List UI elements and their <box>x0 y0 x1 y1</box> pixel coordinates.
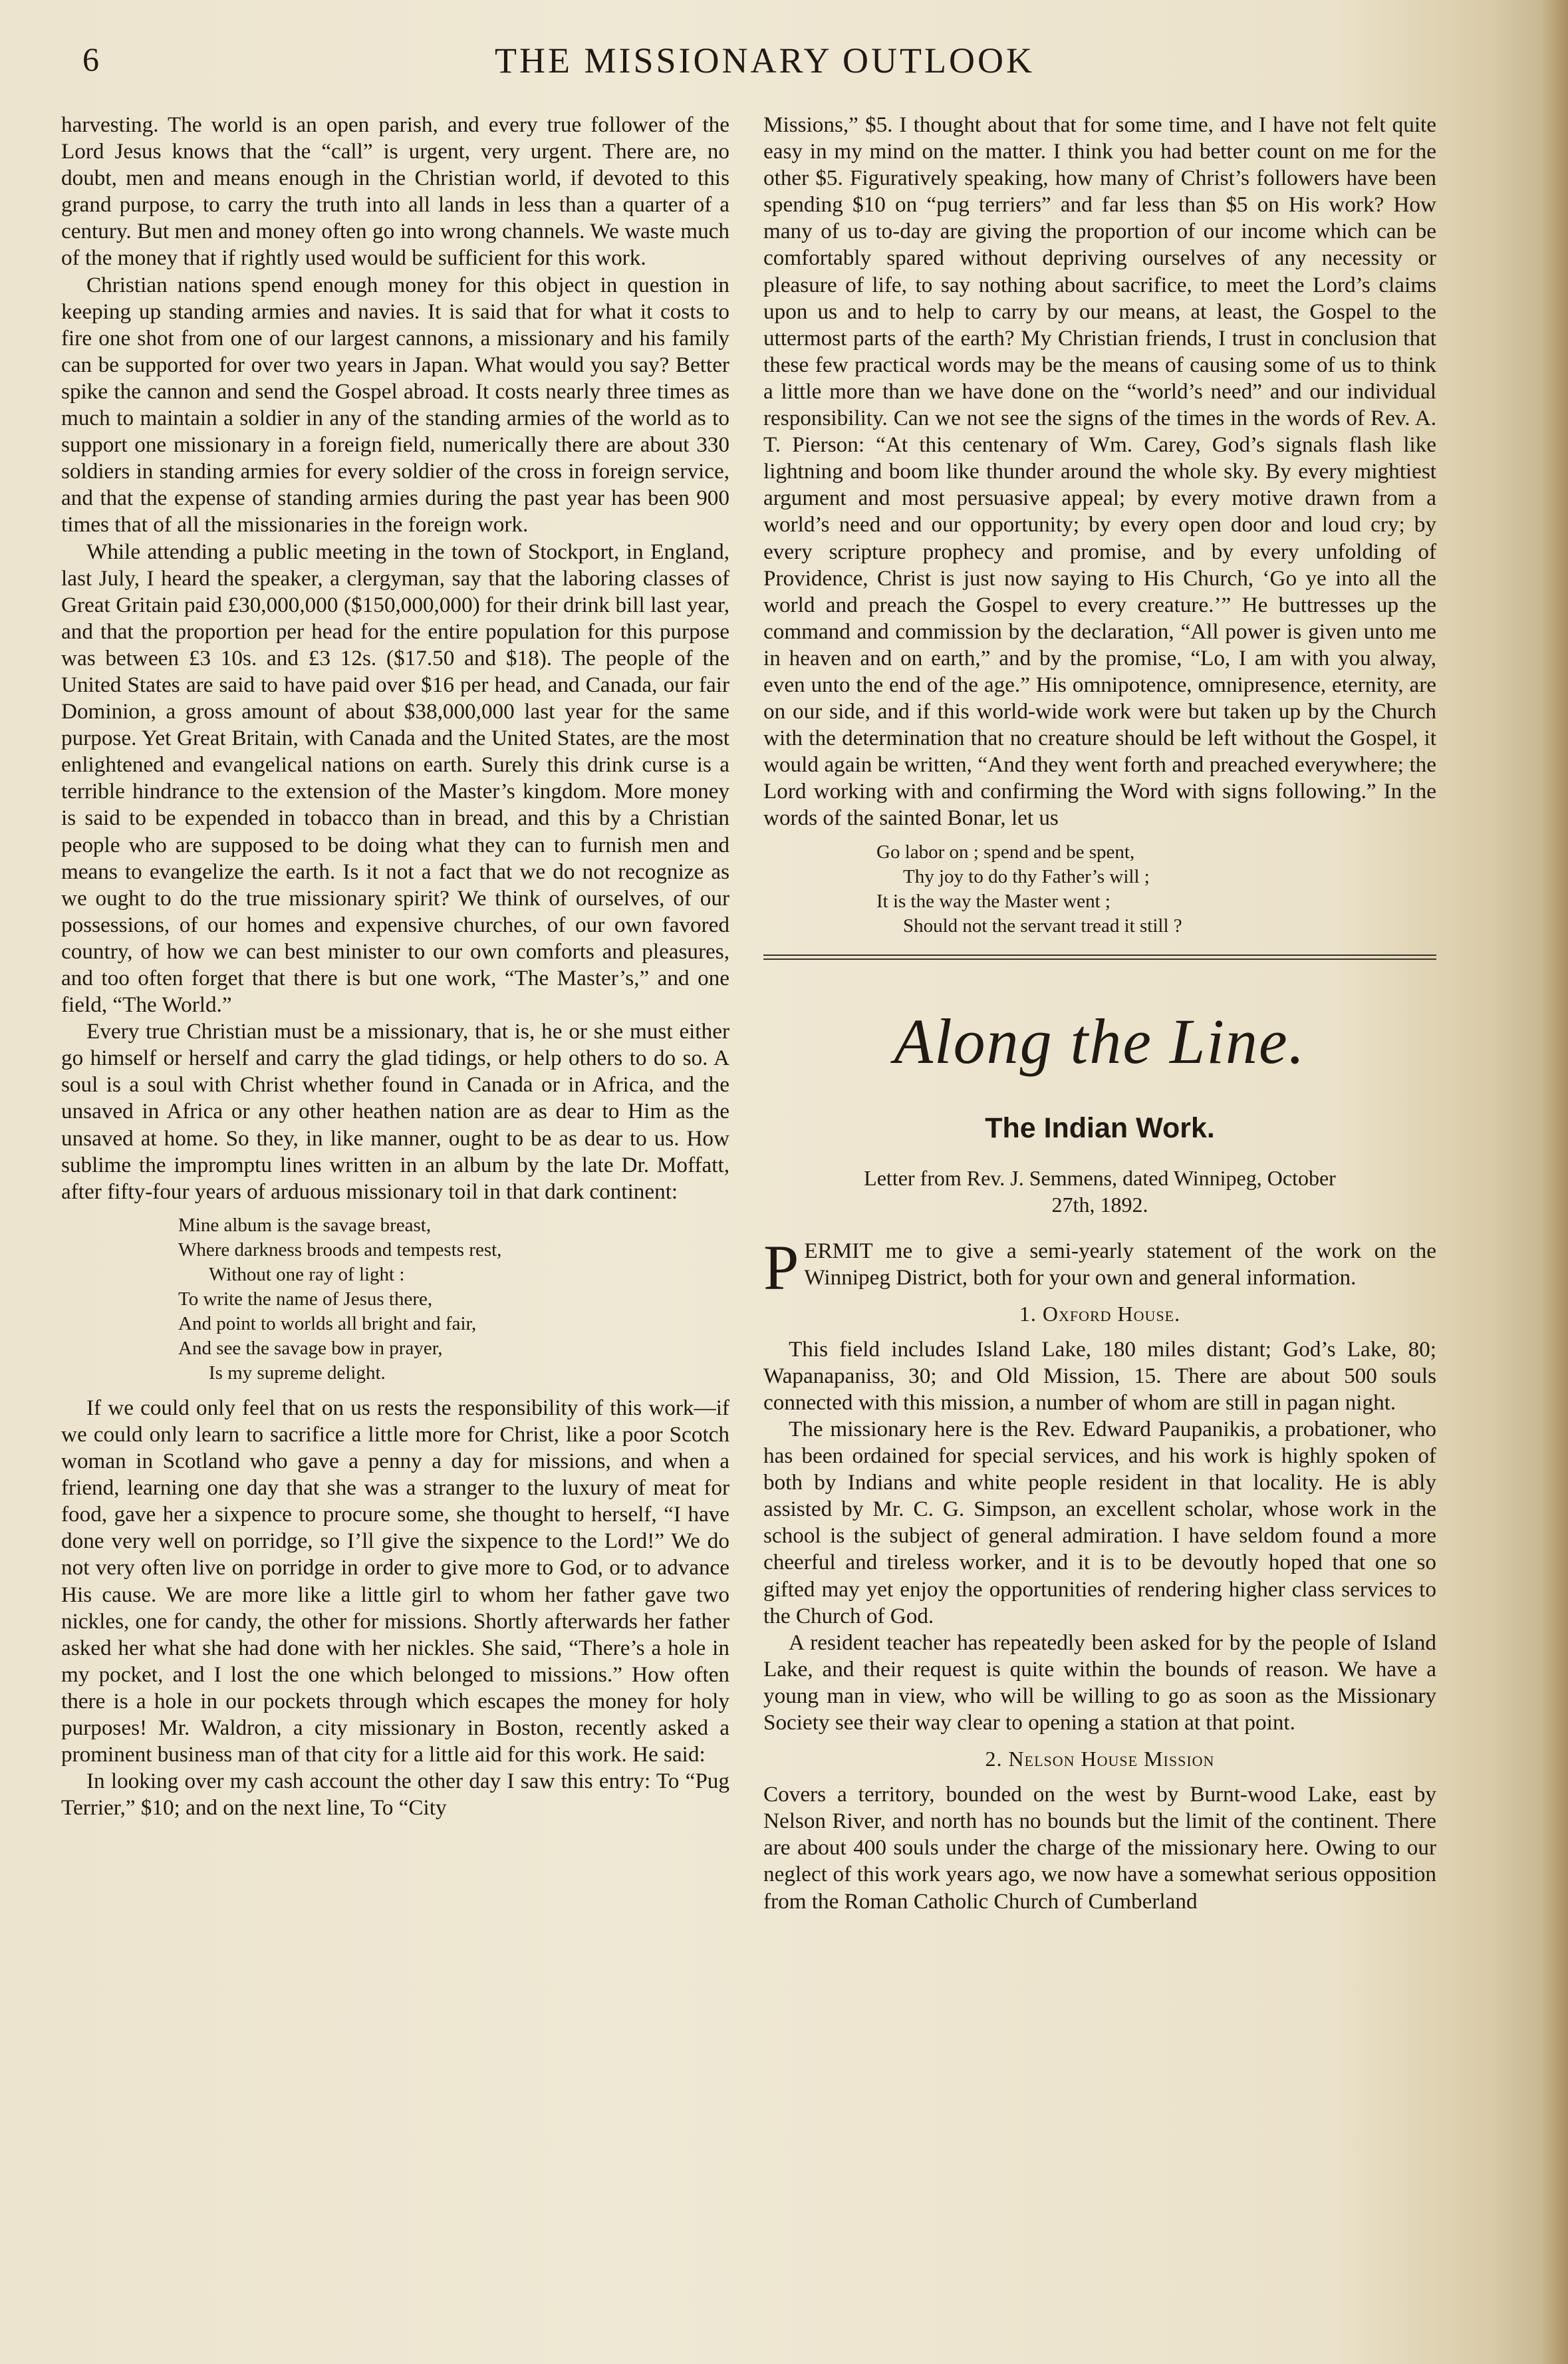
paragraph: If we could only feel that on us rests the responsibility of this work—if we could only learn to sacrifice a little more for Christ, like a poor Scotch woman in Scotland who gave a penny a day for missions, and when a friend, learning one day that she was a stranger to the luxury of meat for food, gave her a sixpence to procure some, she thought to herself, “I have done very well on porridge, so I’ll give the sixpence to the Lord!” We do not very often live on porridge in order to give more to God, or to advance His cause. We are more like a little girl to whom her father gave two nickles, one for candy, the other for missions. Shortly afterwards her father asked her what she had done with her nickles. She said, “There’s a hole in my pocket, and I lost the one which belonged to missions.” How often there is a hole in our pockets through which escapes the money for holy purposes! Mr. Waldron, a city missionary in Boston, recently asked a prominent business man of that city for a little aid for this work. He said: <box>61 1395 729 1767</box>
letter-byline-line: 27th, 1892. <box>1051 1192 1148 1217</box>
poem-line: Should not the servant tread it still ? <box>903 915 1182 937</box>
running-title: THE MISSIONARY OUTLOOK <box>495 41 1035 80</box>
poem-line: And point to worlds all bright and fair, <box>178 1312 477 1334</box>
letter-byline <box>763 1165 1436 1218</box>
bonar-poem <box>763 840 1436 939</box>
subsection-heading: 1. Oxford House. <box>1019 1301 1181 1326</box>
paragraph: While attending a public meeting in the town of Stockport, in England, last July, I heard the speaker, a clergyman, say that the laboring classes of Great Gritain paid £30,000,000 ($150,000,000) for their drink bill last year, and that the proportion per head for the entire population for this purpose was between £3 10s. and £3 12s. ($17.50 and $18). The people of the United States are said to have paid over $16 per head, and Canada, our fair Dominion, a gross amount of about $38,000,000 last year for the same purpose. Yet Great Britain, with Canada and the United States, are the most enlightened and evangelical nations on earth. Surely this drink curse is a terrible hindrance to the extension of the Master’s kingdom. More money is said to be expended in tobacco than in bread, and this by a Christian people who are supposed to be doing what they can to furnish men and means to evangelize the earth. Is it not a fact that we do not recognize as we ought to do the true missionary spirit? We think of ourselves, of our possessions, of our homes and expensive churches, of our own favored country, of how we can best minister to our own comforts and pleasures, and too often forget that there is but one work, “The Master’s,” and one field, “The World.” <box>61 539 729 1018</box>
poem-line: Mine album is the savage breast, <box>178 1214 432 1236</box>
paragraph: A resident teacher has repeatedly been asked for by the people of Island Lake, and their request is quite within the bounds of reason. We have a young man in view, who will be willing to go as soon as the Missionary Society see their way clear to opening a station at that point. <box>763 1630 1436 1735</box>
paragraph: The missionary here is the Rev. Edward Paupanikis, a probationer, who has been ordained for special services, and his work is highly spoken of both by Indians and white people resident in that locality. He is ably assisted by Mr. C. G. Simpson, an excellent scholar, whose work in the school is the subject of general admiration. I have seldom found a more cheerful and tireless worker, and it is to be devoutly hoped that one so gifted may yet enjoy the opportunities of rendering higher class services to the Church of God. <box>763 1417 1436 1628</box>
drop-cap: P <box>763 1231 799 1303</box>
page-header <box>0 36 1529 89</box>
moffatt-poem <box>61 1213 729 1386</box>
paragraph: Every true Christian must be a missionary, that is, he or she must either go himself or herself and carry the glad tidings, or help others to do so. A soul is a soul with Christ whether found in Canada or in Africa, and the unsaved in Africa or any other heathen nation are as dear to Him as the unsaved at home. So they, in like manner, ought to be as dear to us. How sublime the impromptu lines written in an album by the late Dr. Moffatt, after fifty-four years of arduous missionary toil in that dark continent: <box>61 1019 729 1204</box>
paragraph: Missions,” $5. I thought about that for some time, and I have not felt quite easy in my mind on the matter. I think you had better count on me for the other $5. Figuratively speaking, how many of Christ’s followers have been spending $10 on “pug terriers” and far less than $5 on His work? How many of us to-day are giving the proportion of our income which can be comfortably spared without depriving ourselves of any necessity or pleasure of life, to say nothing about sacrifice, to meet the Lord’s claims upon us and to help to carry by our means, at least, the Gospel to the uttermost parts of the earth? My Christian friends, I trust in conclusion that these few practical words may be the means of causing some of us to think a little more than we have done on the “world’s need” and our individual responsibility. Can we not see the signs of the times in the words of Rev. A. T. Pierson: “At this centenary of Wm. Carey, God’s signals flash like lightning and boom like thunder around the whole sky. By every mightiest argument and most persuasive appeal; by every motive drawn from a world’s need and our opportunity; by every open door and loud cry; by every scripture prophecy and promise, and by every unfolding of Providence, Christ is just now saying to His Church, ‘Go ye into all the world and preach the Gospel to every creature.’” He buttresses up the command and commission by the declaration, “All power is given unto me in heaven and on earth,” and by the promise, “Lo, I am with you alway, even unto the end of the age.” His omnipotence, omnipresence, eternity, are on our side, and if this world-wide work were but taken up by the Church with the determination that no creature should be left without the Gospel, it would again be written, “And they went forth and preached everywhere; the Lord working with and confirming the Word with signs following.” In the words of the sainted Bonar, let us <box>763 112 1436 831</box>
poem-line: Where darkness broods and tempests rest, <box>178 1239 502 1260</box>
poem-line: And see the savage bow in prayer, <box>178 1337 443 1359</box>
poem-line: Thy joy to do thy Father’s will ; <box>903 865 1150 887</box>
paragraph: Christian nations spend enough money for this object in question in keeping up standing armies and navies. It is said that for what it costs to fire one shot from one of our largest cannons, a missionary and his family can be supported for over two years in Japan. What would you say? Better spike the cannon and send the Gospel abroad. It costs nearly three times as much to maintain a soldier in any of the standing armies of the world as to support one missionary in a foreign field, numerically there are about 330 soldiers in standing armies for every soldier of the cross in foreign service, and that the expense of standing armies during the past year has been 900 times that of all the missionaries in the foreign work. <box>61 272 729 537</box>
section-divider <box>763 951 1436 965</box>
subsection-heading: 2. Nelson House Mission <box>985 1747 1215 1771</box>
poem-line: Is my supreme delight. <box>209 1362 386 1384</box>
poem-line: Go labor on ; spend and be spent, <box>876 841 1135 863</box>
article-title: The Indian Work. <box>985 1111 1215 1144</box>
paragraph: harvesting. The world is an open parish, and every true follower of the Lord Jesus knows that the “call” is urgent, very urgent. There are, no doubt, men and means enough in the Christian world, if devoted to this grand purpose, to carry the truth into all lands in less than a quarter of a century. But men and money often go into wrong channels. We waste much of the money that if rightly used would be sufficient for this work. <box>61 112 729 271</box>
paragraph: This field includes Island Lake, 180 miles distant; God’s Lake, 80; Wapanapaniss, 30; and Old Mission, 15. There are about 500 souls connected with this mission, a number of whom are still in pagan night. <box>763 1336 1436 1415</box>
page-edge <box>1543 0 1568 2364</box>
intro-paragraph <box>763 1231 1436 1303</box>
poem-line: Without one ray of light : <box>209 1263 405 1285</box>
paragraph: In looking over my cash account the other day I saw this entry: To “Pug Terrier,” $10; and on the next line, To “City <box>61 1769 729 1821</box>
poem-line: It is the way the Master went ; <box>876 890 1111 912</box>
letter-byline-line: Letter from Rev. J. Semmens, dated Winnipeg, October <box>864 1165 1336 1190</box>
page-number: 6 <box>82 41 99 78</box>
poem-line: To write the name of Jesus there, <box>178 1288 433 1310</box>
paragraph: Covers a territory, bounded on the west by Burnt-wood Lake, east by Nelson River, and north has no bounds but the limit of the continent. There are about 400 souls under the charge of the missionary here. Owing to our neglect of this work years ago, we now have a somewhat serious opposition from the Roman Catholic Church of Cumberland <box>763 1782 1436 1914</box>
left-column <box>61 112 729 1821</box>
right-column <box>763 112 1436 1915</box>
section-title: Along the Line. <box>894 1005 1306 1077</box>
intro-text: ERMIT me to give a semi-yearly statement of the work on the Winnipeg District, both for your own and general information. <box>804 1238 1436 1290</box>
